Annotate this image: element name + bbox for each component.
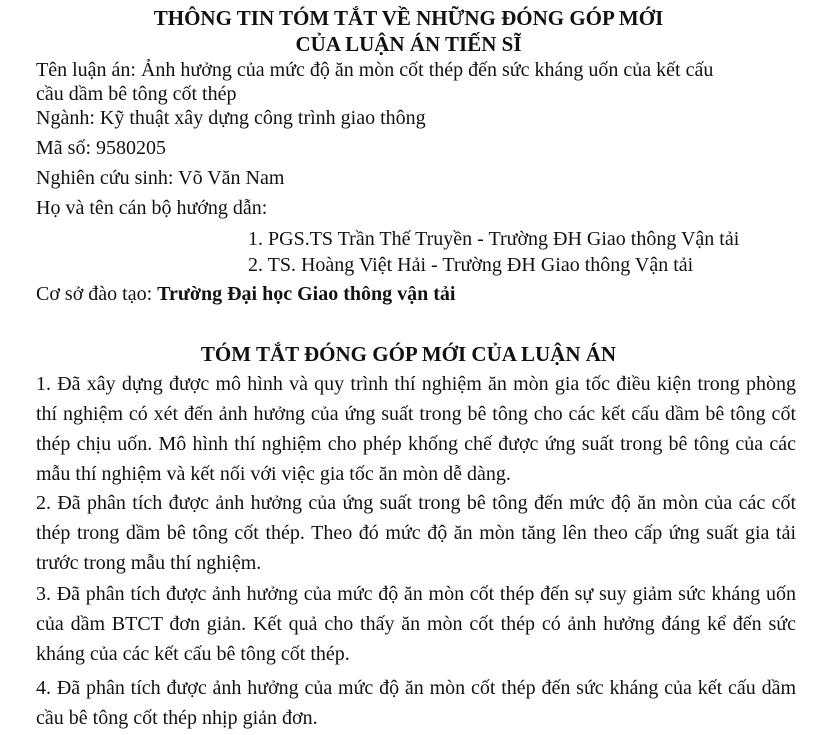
major-field: Ngành: Kỹ thuật xây dựng công trình giao thông bbox=[36, 107, 426, 129]
institution-name: Trường Đại học Giao thông vận tải bbox=[157, 283, 456, 305]
summary-item-2: 2. Đã phân tích được ảnh hưởng của ứng suất trong bê tông đến mức độ ăn mòn của các cốt thép trong dầm bê tông cốt thép. Theo đó mức độ ăn mòn tăng lên theo cấp ứng suất gia tải trước trong mẫu thí nghiệm. bbox=[36, 492, 796, 574]
institution-label: Cơ sở đào tạo: bbox=[36, 283, 158, 305]
document-title-line-1: THÔNG TIN TÓM TẮT VỀ NHỮNG ĐÓNG GÓP MỚI bbox=[153, 6, 664, 30]
advisors-label: Họ và tên cán bộ hướng dẫn: bbox=[36, 197, 268, 219]
code-field: Mã số: 9580205 bbox=[36, 137, 166, 159]
thesis-title-line-1: Tên luận án: Ảnh hưởng của mức độ ăn mòn cốt thép đến sức kháng uốn của kết cấu bbox=[36, 59, 714, 81]
summary-title: TÓM TẮT ĐÓNG GÓP MỚI CỦA LUẬN ÁN bbox=[200, 342, 617, 366]
advisor-item-2: 2. TS. Hoàng Việt Hải - Trường ĐH Giao thông Vận tải bbox=[248, 254, 694, 276]
thesis-title-line-2: cầu dầm bê tông cốt thép bbox=[36, 83, 237, 105]
summary-item-4: 4. Đã phân tích được ảnh hưởng của mức độ ăn mòn cốt thép đến sức kháng của kết cấu dầm cầu bê tông cốt thép nhịp giản đơn. bbox=[36, 677, 796, 729]
summary-item-1: 1. Đã xây dựng được mô hình và quy trình thí nghiệm ăn mòn gia tốc điều kiện trong phòng thí nghiệm có xét đến ảnh hưởng của ứng suất trong bê tông cho các kết cấu dầm bê tông cốt thép chịu uốn. Mô hình thí nghiệm cho phép khống chế được ứng suất trong bê tông của các mẫu thí nghiệm và kết nối với việc gia tốc ăn mòn dễ dàng. bbox=[36, 373, 796, 485]
summary-item-3: 3. Đã phân tích được ảnh hưởng của mức độ ăn mòn cốt thép đến sự suy giảm sức kháng uốn của dầm BTCT đơn giản. Kết quả cho thấy ăn mòn cốt thép có ảnh hưởng đáng kể đến sức kháng của các kết cấu bê tông cốt thép. bbox=[36, 583, 796, 665]
institution-field bbox=[36, 282, 455, 306]
document-title-line-2: CỦA LUẬN ÁN TIẾN SĨ bbox=[295, 32, 522, 56]
candidate-field: Nghiên cứu sinh: Võ Văn Nam bbox=[36, 167, 285, 189]
advisor-item-1: 1. PGS.TS Trần Thế Truyền - Trường ĐH Giao thông Vận tải bbox=[248, 228, 740, 250]
